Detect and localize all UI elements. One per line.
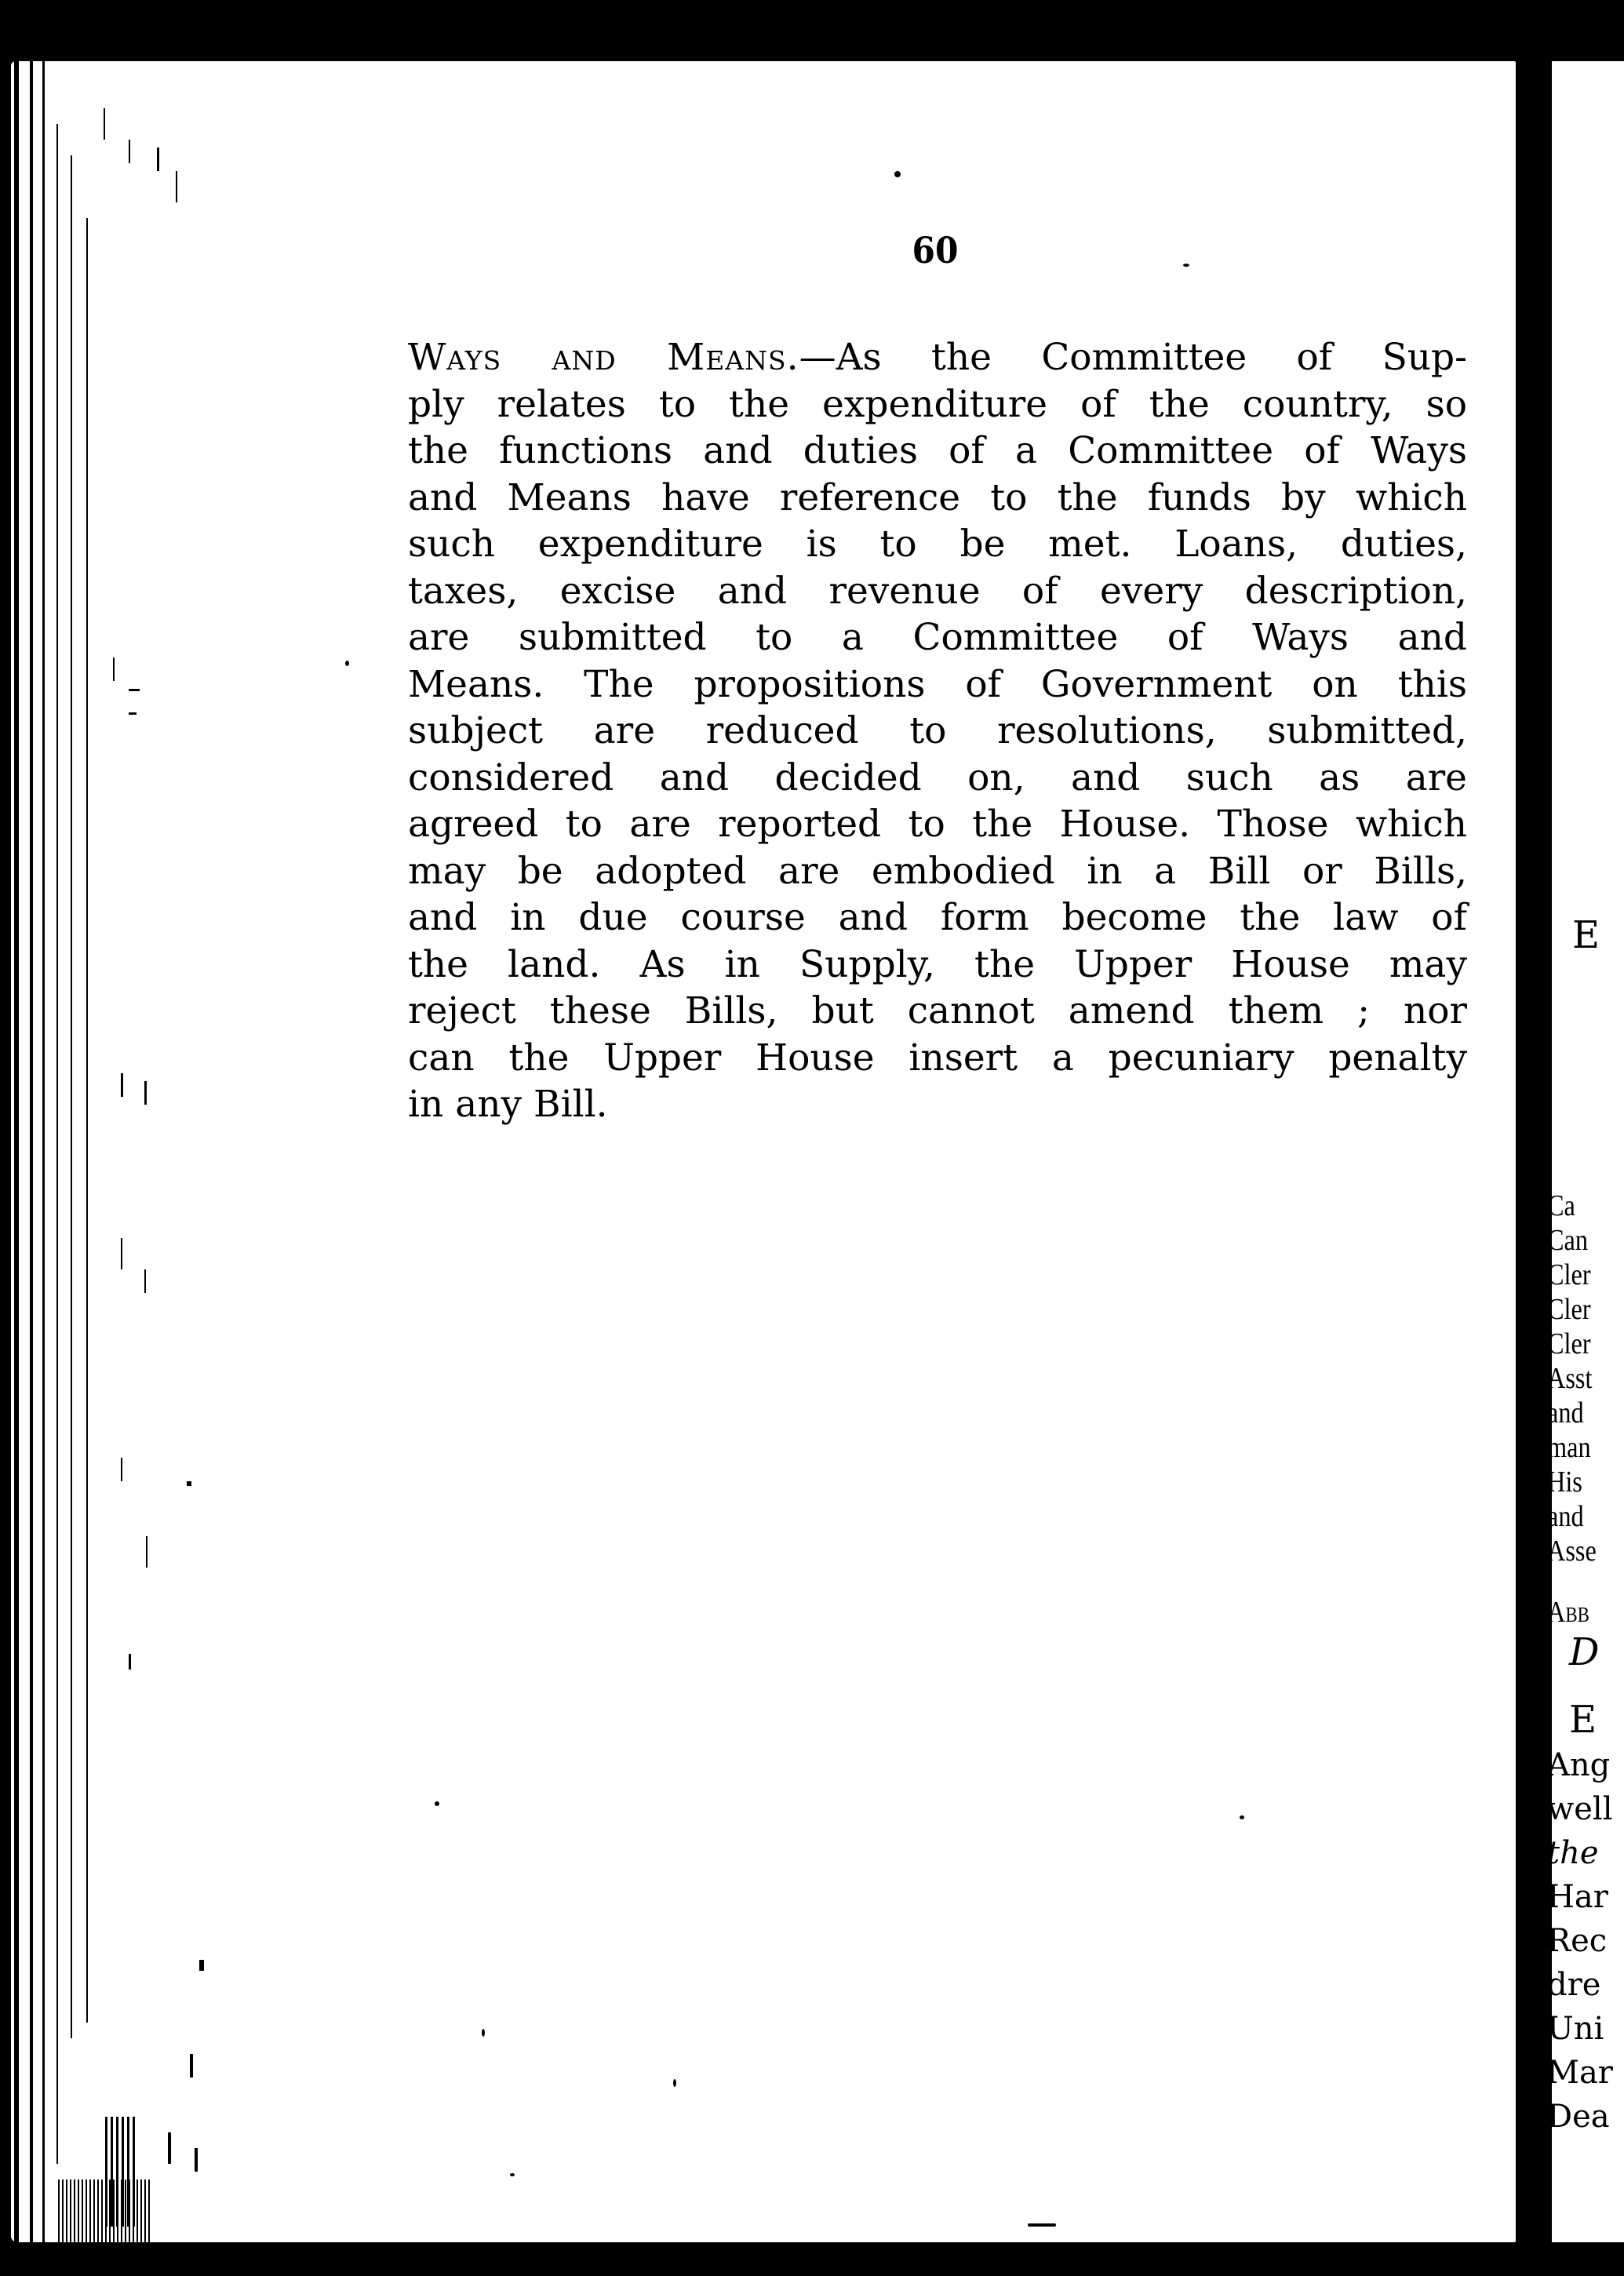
text-line: reject these Bills, but cannot amend them ; nor — [408, 989, 1467, 1032]
text-line: and Means have reference to the funds by which — [408, 475, 1467, 519]
adjacent-page-fragment: Uni — [1547, 2011, 1604, 2047]
adjacent-page-fragment: Mar — [1547, 2055, 1613, 2091]
speck — [345, 661, 349, 666]
adjacent-page-fragment: well — [1547, 1791, 1613, 1827]
text-line: subject are reduced to resolutions, submitted, — [408, 709, 1467, 752]
adjacent-page-fragment: His — [1547, 1466, 1582, 1499]
text-line: are submitted to a Committee of Ways and — [408, 616, 1467, 659]
adjacent-page-fragment: Asse — [1547, 1535, 1597, 1568]
heading-dash: — — [799, 336, 836, 379]
speck — [510, 2173, 515, 2176]
adjacent-page-fragment: D — [1569, 1630, 1600, 1674]
adjacent-page-fragment: Har — [1547, 1879, 1608, 1915]
speck — [1183, 264, 1189, 267]
page-number: 60 — [912, 229, 959, 271]
text-line: such expenditure is to be met. Loans, duties, — [408, 523, 1467, 566]
body-paragraph — [408, 334, 1467, 1128]
text-line: can the Upper House insert a pecuniary penalty — [408, 1036, 1467, 1080]
text-line-1 — [408, 334, 1467, 381]
text-line-content: As the Committee of Sup- — [836, 336, 1467, 379]
adjacent-page-fragment: and — [1547, 1500, 1584, 1533]
speck — [435, 1801, 439, 1806]
adjacent-page-fragment: Cler — [1547, 1258, 1591, 1291]
text-line: may be adopted are embodied in a Bill or Bills, — [408, 849, 1467, 893]
adjacent-page-fragment: man — [1547, 1431, 1591, 1464]
adjacent-page-fragment: Cler — [1547, 1293, 1591, 1326]
adjacent-page-fragment: E — [1569, 1698, 1597, 1742]
adjacent-page-edge — [1538, 61, 1624, 2242]
text-line: taxes, excise and revenue of every description, — [408, 569, 1467, 613]
adjacent-page-fragment: Abb — [1547, 1596, 1589, 1629]
adjacent-page-fragment: Ca — [1547, 1189, 1575, 1222]
adjacent-page-fragment: Ang — [1547, 1747, 1611, 1783]
speck — [1240, 1815, 1244, 1819]
text-line: considered and decided on, and such as are — [408, 756, 1467, 799]
adjacent-page-fragment: Cler — [1547, 1327, 1591, 1360]
text-line: the functions and duties of a Committee of Ways — [408, 429, 1467, 472]
speck — [894, 171, 901, 177]
text-line: and in due course and form become the law of — [408, 896, 1467, 939]
adjacent-page-fragment: the — [1547, 1835, 1599, 1871]
adjacent-page-fragment: E — [1572, 913, 1600, 957]
adjacent-page-fragment: Dea — [1547, 2099, 1610, 2135]
text-line: in any Bill. — [408, 1083, 608, 1126]
speck — [673, 2079, 676, 2087]
binding-edge — [11, 61, 246, 2242]
adjacent-page-fragment: and — [1547, 1397, 1584, 1429]
adjacent-page-fragment: Can — [1547, 1224, 1589, 1257]
section-heading: Ways and Means. — [408, 336, 799, 379]
speck — [1028, 2223, 1056, 2227]
text-line: ply relates to the expenditure of the country, so — [408, 382, 1467, 426]
adjacent-page-fragment: Asst — [1547, 1362, 1593, 1395]
adjacent-page-fragment: dre — [1547, 1967, 1601, 2003]
text-line: agreed to are reported to the House. Those which — [408, 803, 1467, 846]
text-line: the land. As in Supply, the Upper House may — [408, 942, 1467, 986]
text-line: Means. The propositions of Government on this — [408, 662, 1467, 706]
adjacent-page-fragment: Rec — [1547, 1923, 1608, 1959]
speck — [482, 2029, 485, 2037]
